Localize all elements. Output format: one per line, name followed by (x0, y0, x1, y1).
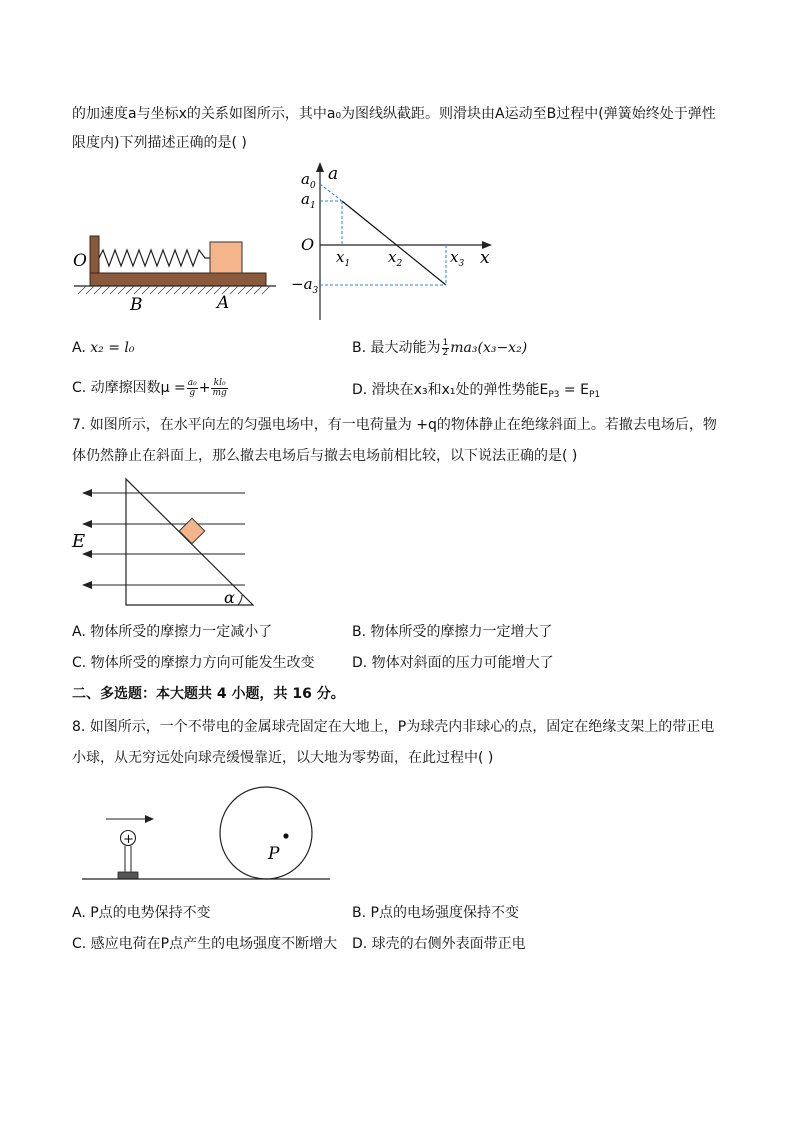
q6-option-b-expr: ma₃(x₃−x₂) (450, 340, 528, 356)
y-axis-arrow (316, 162, 324, 172)
q6-ax-graph (290, 160, 500, 325)
q8-option-c[interactable]: C. 感应电荷在P点产生的电场强度不断增大 (72, 936, 338, 952)
q6-option-d-text: D. 滑块在x₃和x₁处的弹性势能E (352, 382, 549, 398)
q6-option-a[interactable] (72, 338, 134, 358)
q8-stem-line1: 8. 如图所示，一个不带电的金属球壳固定在大地上，P为球壳内非球心的点，固定在绝缘支架上的带正电 (72, 719, 715, 735)
section2-title: 二、多选题：本大题共 4 小题，共 16 分。 (72, 686, 345, 702)
label-O: O (73, 251, 87, 271)
slider-block (210, 242, 242, 273)
q6-option-c[interactable] (72, 378, 229, 398)
label-a1: $a_1$ (301, 190, 316, 211)
q8-option-b[interactable]: B. P点的电场强度保持不变 (352, 905, 519, 921)
q7-option-d[interactable]: D. 物体对斜面的压力可能增大了 (352, 655, 554, 671)
axis-label-a: a (328, 164, 339, 184)
base-board (90, 273, 266, 286)
q7-option-c[interactable]: C. 物体所受的摩擦力方向可能发生改变 (72, 655, 315, 671)
label-alpha: α (224, 588, 235, 607)
q7-stem-line2: 体仍然静止在斜面上，那么撤去电场后与撤去电场前相比较，以下说法正确的是( ) (72, 448, 578, 464)
q6-option-c-fraction2: $\frac{\text{kl₀}}{mg}$ (212, 377, 227, 398)
q7-stem-line1: 7. 如图所示，在水平向左的匀强电场中，有一电荷量为 +q的物体静止在绝缘斜面上。若撤去电场后，物 (72, 417, 717, 433)
q6-option-c-plus: + (198, 380, 211, 396)
origin-label: O (301, 235, 315, 254)
label-E: E (72, 531, 86, 552)
label-x3: $x_3$ (450, 248, 465, 269)
graph-line (342, 201, 446, 285)
ground-hatching (78, 286, 270, 294)
q8-option-a[interactable]: A. P点的电势保持不变 (72, 905, 211, 921)
q6-stem-line2: 限度内)下列描述正确的是( ) (72, 135, 247, 151)
label-B: B (130, 295, 143, 315)
q6-option-c-prefix: C. 动摩擦因数μ = (72, 380, 186, 396)
point-P-dot (283, 833, 288, 838)
label-x2: $x_2$ (388, 248, 403, 269)
incline (126, 479, 253, 605)
q6-option-b[interactable] (352, 338, 527, 358)
stand-base (118, 872, 138, 879)
q6-spring-figure (70, 230, 280, 315)
q7-option-b[interactable]: B. 物体所受的摩擦力一定增大了 (352, 624, 553, 640)
label-x1: $x_1$ (336, 248, 351, 269)
axis-label-x: x (480, 248, 490, 268)
plus-sign: + (123, 832, 134, 847)
label-A: A (217, 293, 230, 313)
q8-stem-line2: 小球，从无穷远处向球壳缓慢靠近，以大地为零势面，在此过程中( ) (72, 750, 494, 766)
metal-shell (220, 787, 312, 879)
q8-option-d[interactable]: D. 球壳的右侧外表面带正电 (352, 936, 526, 952)
q7-option-a[interactable]: A. 物体所受的摩擦力一定减小了 (72, 624, 273, 640)
q8-shell-figure (78, 785, 333, 885)
q6-option-d[interactable]: D. 滑块在x₃和x₁处的弹性势能$E_{P3} = E_{P1}$ (352, 382, 601, 400)
label-P: P (268, 844, 280, 864)
label-neg-a3: $-a_3$ (291, 275, 319, 296)
q6-option-a-prefix: A. (72, 340, 91, 356)
label-a0: $a_0$ (301, 170, 316, 191)
q6-stem-line1: 的加速度a与坐标x的关系如图所示，其中a₀为图线纵截距。则滑块由A运动至B过程中(弹簧始终处于弹性 (72, 106, 716, 122)
motion-arrowhead (145, 815, 154, 823)
q6-option-c-fraction1: $\frac{\text{a₀}}{g}$ (187, 377, 197, 398)
q7-incline-figure (70, 475, 260, 610)
q6-option-b-fraction: $\frac{1}{2}$ (442, 337, 449, 358)
q6-option-a-expr: x₂ = l₀ (90, 340, 135, 356)
q6-option-b-prefix: B. 最大动能为 (352, 340, 441, 356)
intercept-dashed (320, 184, 342, 201)
spring (99, 250, 210, 266)
